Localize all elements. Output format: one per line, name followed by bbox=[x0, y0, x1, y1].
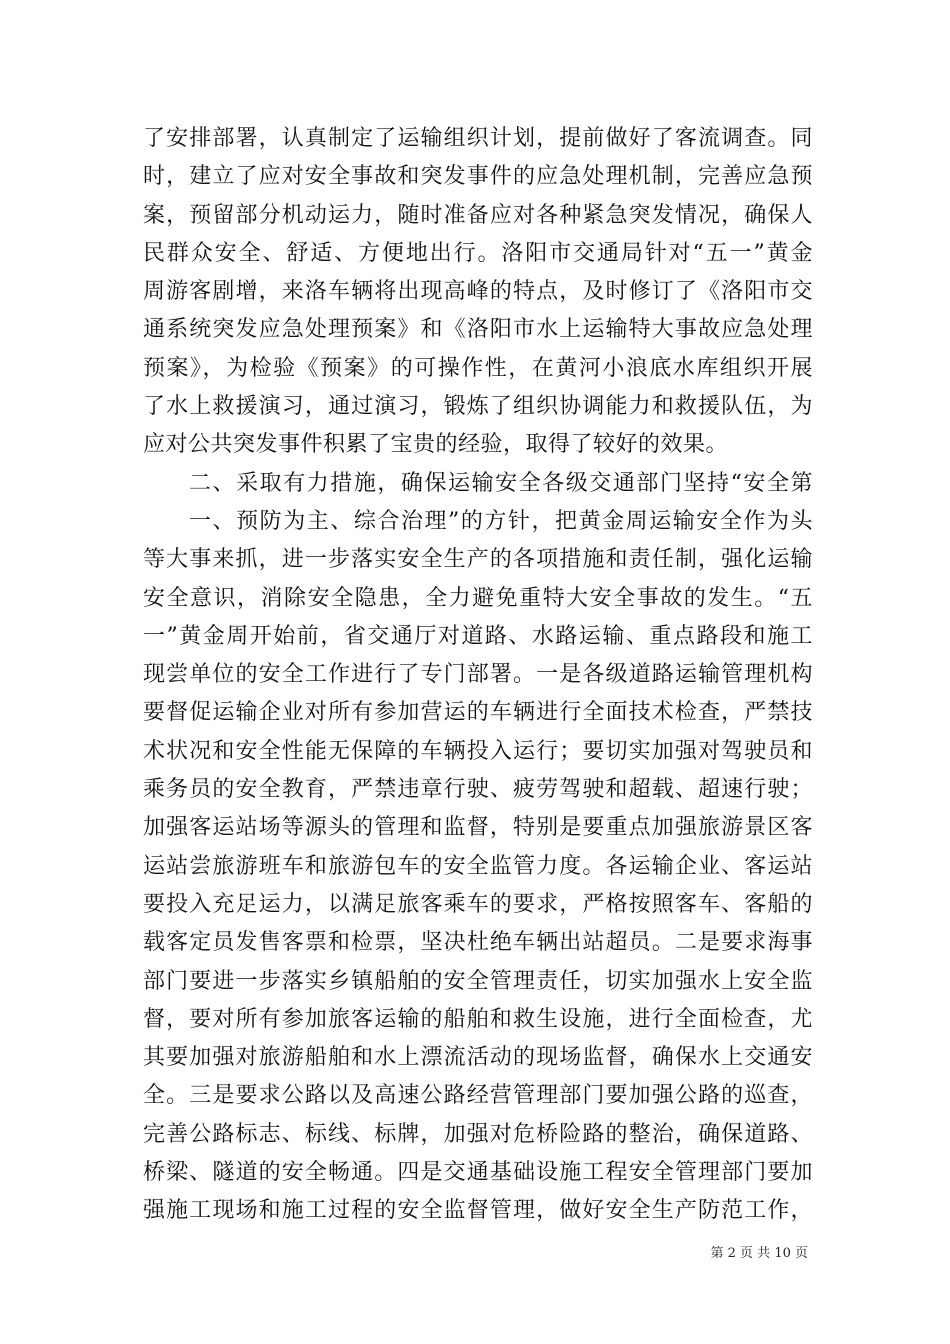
text-line: 通系统突发应急处理预案》和《洛阳市水上运输特大事故应急处理 bbox=[143, 317, 813, 343]
text-line: 了水上救援演习，通过演习，锻炼了组织协调能力和救援队伍，为 bbox=[143, 394, 813, 420]
text-line: 载客定员发售客票和检票，坚决杜绝车辆出站超员。二是要求海事 bbox=[143, 930, 813, 956]
text-line: 要督促运输企业对所有参加营运的车辆进行全面技术检查，严禁技 bbox=[143, 700, 813, 726]
text-line: 运站尝旅游班车和旅游包车的安全监管力度。各运输企业、客运站 bbox=[143, 853, 813, 879]
text-line: 桥梁、隧道的安全畅通。四是交通基础设施工程安全管理部门要加 bbox=[143, 1160, 813, 1186]
text-line: 等大事来抓，进一步落实安全生产的各项措施和责任制，强化运输 bbox=[143, 547, 813, 573]
text-line: 民群众安全、舒适、方便地出行。洛阳市交通局针对“五一”黄金 bbox=[143, 240, 813, 266]
page-number: 第 2 页 共 10 页 bbox=[710, 1246, 808, 1261]
text-line: 应对公共突发事件积累了宝贵的经验，取得了较好的效果。 bbox=[143, 432, 729, 458]
text-line: 预案》，为检验《预案》的可操作性，在黄河小浪底水库组织开展 bbox=[143, 355, 813, 381]
text-line: 安全意识，消除安全隐患，全力避免重特大安全事故的发生。“五 bbox=[143, 585, 813, 611]
text-line: 一、预防为主、综合治理”的方针，把黄金周运输安全作为头 bbox=[189, 508, 813, 534]
text-line: 部门要进一步落实乡镇船舶的安全管理责任，切实加强水上安全监 bbox=[143, 968, 813, 994]
text-line: 要投入充足运力，以满足旅客乘车的要求，严格按照客车、客船的 bbox=[143, 891, 813, 917]
text-line: 案，预留部分机动运力，随时准备应对各种紧急突发情况，确保人 bbox=[143, 202, 813, 228]
text-line: 了安排部署，认真制定了运输组织计划，提前做好了客流调查。同 bbox=[143, 126, 813, 151]
section-heading-line: 二、采取有力措施，确保运输安全各级交通部门坚持“安全第 bbox=[189, 470, 813, 496]
text-line: 加强客运站场等源头的管理和监督，特别是要重点加强旅游景区客 bbox=[143, 815, 813, 841]
text-line: 强施工现场和施工过程的安全监督管理，做好安全生产防范工作， bbox=[143, 1198, 813, 1224]
document-body bbox=[143, 120, 813, 1231]
text-line: 术状况和安全性能无保障的车辆投入运行；要切实加强对驾驶员和 bbox=[143, 738, 813, 764]
text-line: 其要加强对旅游船舶和水上漂流活动的现场监督，确保水上交通安 bbox=[143, 1045, 813, 1071]
text-line: 现尝单位的安全工作进行了专门部署。一是各级道路运输管理机构 bbox=[143, 662, 813, 688]
text-line: 完善公路标志、标线、标牌，加强对危桥险路的整治，确保道路、 bbox=[143, 1121, 813, 1147]
text-line: 全。三是要求公路以及高速公路经营管理部门要加强公路的巡查， bbox=[143, 1083, 813, 1109]
text-line: 一”黄金周开始前，省交通厅对道路、水路运输、重点路段和施工 bbox=[143, 623, 813, 649]
text-line: 督，要对所有参加旅客运输的船舶和救生设施，进行全面检查，尤 bbox=[143, 1006, 813, 1032]
text-line: 乘务员的安全教育，严禁违章行驶、疲劳驾驶和超载、超速行驶； bbox=[143, 777, 813, 803]
text-line: 时，建立了应对安全事故和突发事件的应急处理机制，完善应急预 bbox=[143, 164, 813, 190]
text-line: 周游客剧增，来洛车辆将出现高峰的特点，及时修订了《洛阳市交 bbox=[143, 279, 813, 305]
